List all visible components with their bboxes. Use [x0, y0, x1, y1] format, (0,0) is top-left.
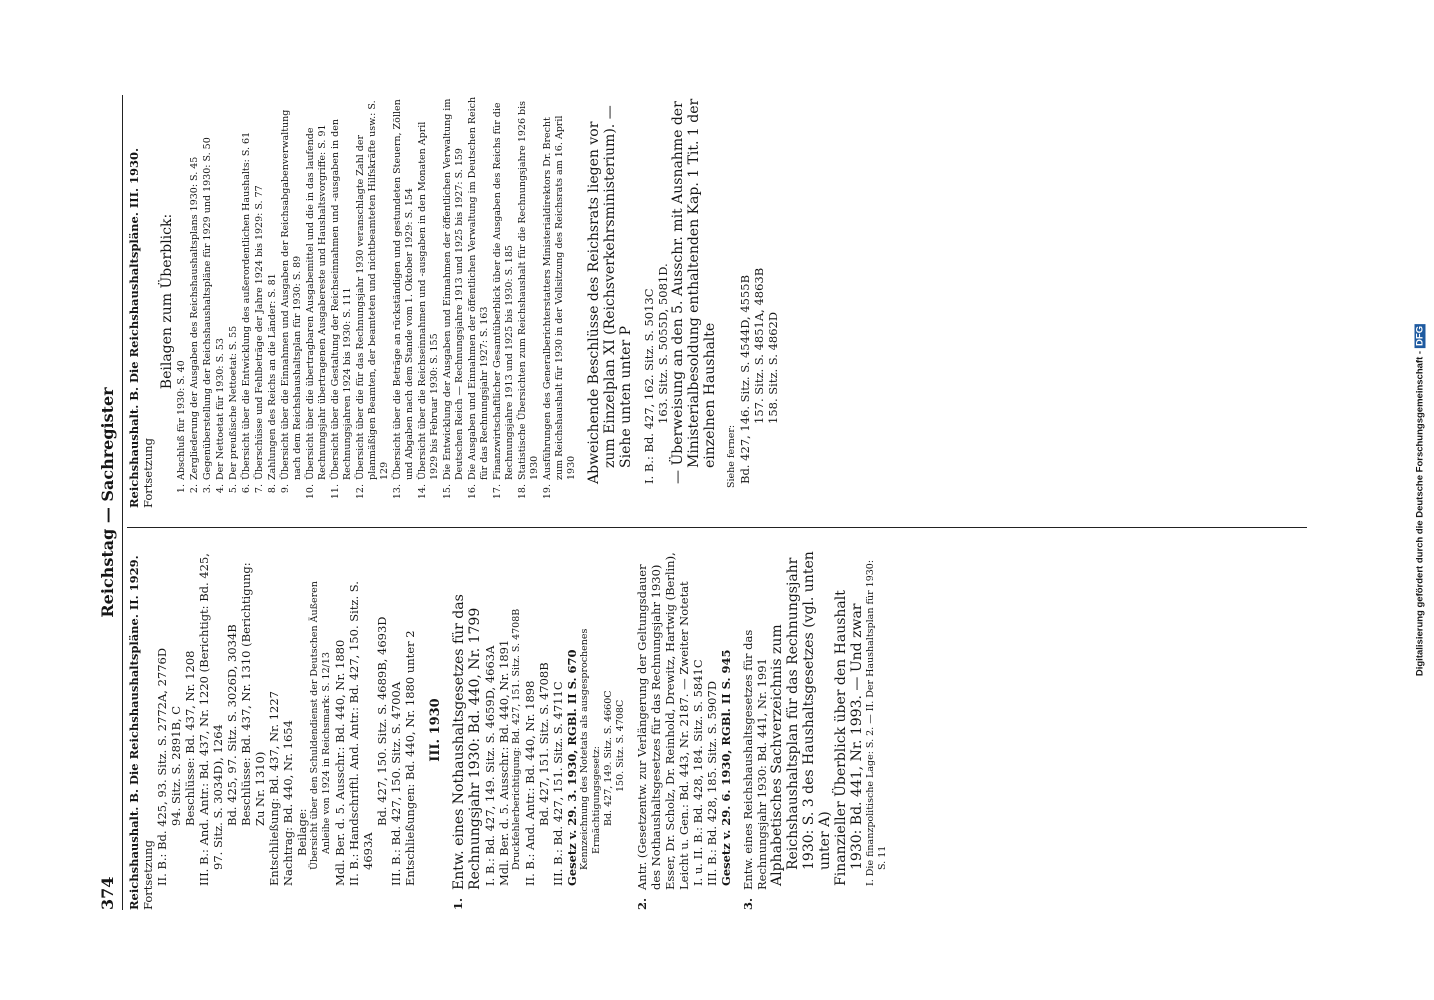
beilage-text: Finanzwirtschaftlicher Gesamtüberblick über die Ausgaben des Reichs für die Rechnungsjahre 1913 und 1925 bis 1930: S. 185	[492, 102, 515, 480]
index-line: Nachtrag: Bd. 440, Nr. 1654	[281, 720, 295, 886]
index-line: Alphabetisches Sachverzeichnis zum Reichshaushaltsplan für das Rechnungsjahr 1930: S. 3 des Haushaltsgesetzes (vgl. unten unter A)	[769, 551, 833, 886]
beilage-number: 7.	[254, 484, 265, 494]
beilage-text: Übersicht über die Einnahmen und Ausgaben der Reichsabgabenverwaltung nach dem Reichshaushaltsplan für 1930: S. 89	[280, 109, 303, 480]
beilage-text: Zergliederung der Ausgaben des Reichshaushaltsplans 1930: S. 45	[189, 156, 200, 480]
beilage-number: 3.	[202, 484, 213, 494]
beilage-item	[517, 95, 541, 508]
index-line: Mdl. Ber. d. 5. Ausschr.: Bd. 440, Nr. 1880	[333, 639, 347, 886]
beilage-item	[267, 95, 279, 508]
section-heading: Reichshaushalt. B. Die Reichshaushaltspläne. III. 1930.	[127, 147, 141, 508]
left-column	[127, 550, 889, 910]
beilage-text: Übersicht über die Entwicklung des außerordentlichen Haushalts: S. 61	[241, 131, 252, 480]
index-line: I. B.: Bd. 427, 149. Sitz. S. 4659D, 4663A	[483, 645, 497, 886]
beilage-number: 10.	[305, 484, 316, 500]
page-number: 374	[98, 876, 117, 910]
index-line: Beschlüsse: Bd. 437, Nr. 1208	[183, 650, 197, 826]
beilage-text: Der Nettoetat für 1930: S. 53	[215, 338, 226, 480]
part-heading: III. 1930	[428, 698, 443, 762]
entry-2	[635, 550, 691, 910]
beilage-number: 14.	[417, 484, 428, 500]
beilage-text: Ausführungen des Generalberichterstatters Ministerialdirektors Dr. Brecht zum Reichshaushalt für 1930 in der Vollsitzung des Reichsrats am 16. April 1930	[542, 115, 577, 480]
index-line: Beilage:	[295, 808, 309, 856]
beilage-number: 2.	[189, 484, 200, 494]
section-heading-continued: Fortsetzung	[141, 438, 155, 508]
index-line: III. B.: Bd. 427, 151. Sitz. S. 4711C	[551, 681, 565, 886]
abweichende-beschluesse: Abweichende Beschlüsse des Reichsrats liegen vor zum Einzelplan XI (Reichsverkehrsministerium). — Siehe unten unter P	[586, 105, 634, 484]
index-line: II. B.: Handschriftl. And. Antr.: Bd. 427, 150. Sitz. S. 4693A	[347, 581, 375, 886]
beilage-number: 18.	[517, 484, 528, 500]
beilage-number: 15.	[442, 484, 453, 500]
index-line: 158. Sitz. S. 4862D	[766, 311, 780, 424]
running-head	[98, 95, 124, 910]
index-line: — Überweisung an den 5. Ausschr. mit Ausnahme der Ministerialbesoldung enthaltenden Kap. 1 Tit. 1 der einzelnen Haushalte	[670, 98, 718, 484]
beilage-text: Die Ausgaben und Einnahmen der öffentlichen Verwaltung im Deutschen Reich für das Rechnungsjahr 1927: S. 163	[467, 96, 490, 480]
beilage-item	[202, 95, 214, 508]
index-line: III. B.: Bd. 427, 150. Sitz. S. 4700A	[389, 681, 403, 886]
index-line: 157. Sitz. S. 4851A, 4863B	[752, 267, 766, 424]
index-note: I. Die finanzpolitische Lage: S. 2. — II. Der Haushaltsplan für 1930: S. 11	[865, 559, 888, 886]
index-line: Bd. 427, 150. Sitz. S. 4689B, 4693D	[375, 616, 389, 826]
index-line: Bd. 425, 97. Sitz. S. 3026D, 3034B	[225, 624, 239, 826]
entry-3	[741, 550, 769, 910]
index-line: I. B.: Bd. 427, 162. Sitz. S. 5013C	[642, 288, 656, 484]
beilagen-title: Beilagen zum Überblick:	[159, 213, 175, 390]
beilage-number: 17.	[492, 484, 503, 500]
entry-number: 2.	[635, 897, 649, 910]
beilage-text: Übersicht über die Beträge an rückständigen und gestundeten Steuern, Zöllen und Abgaben nach dem Stande vom 1. Oktober 1929: S. 154	[392, 99, 415, 480]
beilage-text: Übersicht über die Gestaltung der Reichseinnahmen und -ausgaben in den Rechnungsjahren 1924 bis 1930: S. 111	[330, 119, 353, 480]
beilage-number: 8.	[267, 484, 278, 494]
beilage-text: Zahlungen des Reichs an die Länder: S. 81	[267, 273, 278, 480]
beilage-number: 16.	[467, 484, 478, 500]
index-line: Entschließungen: Bd. 440, Nr. 1880 unter 2	[403, 630, 417, 886]
beilage-text: Der preußische Nettoetat: S. 55	[228, 325, 239, 480]
law-reference: Gesetz v. 29. 3. 1930, RGBl. II S. 670	[565, 649, 579, 886]
page-header: Reichstag — Sachregister	[98, 387, 117, 618]
index-line: Bd. 427, 151. Sitz. S. 4708B	[537, 662, 551, 826]
section-heading: Reichshaushalt. B. Die Reichshaushaltspläne. II. 1929.	[127, 555, 141, 910]
beilage-item	[442, 95, 466, 508]
beilage-item	[189, 95, 201, 508]
column-rule	[127, 527, 1307, 528]
law-reference: Gesetz v. 29. 6. 1930, RGBl. II S. 945	[719, 649, 733, 886]
beilage-number: 5.	[228, 484, 239, 494]
beilage-item	[241, 95, 253, 508]
beilage-number: 19.	[542, 484, 553, 500]
index-note: Übersicht über den Schuldendienst der Deutschen Äußeren Anleihe von 1924 in Reichsmark: S. 12/13	[309, 581, 332, 870]
index-note: Siehe ferner:	[726, 424, 737, 488]
index-line: Bd. 427, 146. Sitz. S. 4544D, 4555B	[738, 274, 752, 484]
entry-number: 1.	[451, 897, 465, 910]
beilage-number: 6.	[241, 484, 252, 494]
funding-stamp-text: Digitalisierung gefördert durch die Deutsche Forschungsgemeinschaft -DFG	[1414, 325, 1426, 677]
beilage-number: 1.	[176, 484, 187, 494]
beilage-item	[330, 95, 354, 508]
beilage-text: Die Entwicklung der Ausgaben und Einnahmen der öffentlichen Verwaltung im Deutschen Reich — Rechnungsjahre 1913 und 1925 bis 1927: S. 159	[442, 98, 465, 480]
funding-stamp	[1414, 20, 1426, 980]
beilage-number: 11.	[330, 484, 341, 500]
index-note: Bd. 427, 149. Sitz. S. 4660C	[603, 690, 614, 826]
beilage-text: Überschüsse und Fehlbeträge der Jahre 1924 bis 1929: S. 77	[254, 185, 265, 480]
index-line: II. B.: Bd. 425, 93. Sitz. S. 2772A, 2776D	[155, 647, 169, 886]
beilage-number: 4.	[215, 484, 226, 494]
index-line: II. B.: And. Antr.: Bd. 440, Nr. 1898	[523, 680, 537, 886]
entry-title: Entw. eines Reichshaushaltsgesetzes für das Rechnungsjahr 1930: Bd. 441, Nr. 1991	[741, 629, 769, 890]
beilage-item	[280, 95, 304, 508]
beilage-item	[492, 95, 516, 508]
index-line: III. B.: And. Antr.: Bd. 437, Nr. 1220 (Berichtigt: Bd. 425, 97. Sitz. S. 3034D), 1264	[197, 553, 225, 886]
beilage-text: Übersicht über die für das Rechnungsjahr 1930 veranschlagte Zahl der planmäßigen Beamten, der beamteten und nichtbeamteten Hilfskräfte usw.: S. 129	[355, 100, 390, 480]
beilage-number: 12.	[355, 484, 366, 500]
dfg-logo: DFG	[1414, 325, 1426, 346]
entry-title: Antr. (Gesetzentw. zur Verlängerung der Geltungsdauer des Nothaushaltsgesetzes für das Rechnungsjahr 1930) Esser, Dr. Scholz, Dr. Reinhold, Drewitz, Hartwig (Berlin), Leicht u. Gen.: Bd. 443, Nr. 2187. — Zweiter Notetat	[635, 552, 691, 890]
index-line: 163. Sitz. S. 5055D, 5081D.	[656, 263, 670, 424]
beilage-item	[254, 95, 266, 508]
index-note: 150. Sitz. S. 4708C	[615, 699, 626, 792]
section-heading-continued: Fortsetzung	[141, 840, 155, 910]
header-rule	[122, 95, 123, 910]
beilage-item	[417, 95, 441, 508]
beilage-text: Übersicht über die Reichseinnahmen und -ausgaben in den Monaten April 1929 bis Februar 1930: S. 155	[417, 121, 440, 480]
index-note: Kennzeichnung des Notetats als ausgesprochenes Ermächtigungsgesetz:	[579, 628, 602, 870]
beilage-text: Übersicht über die übertragbaren Ausgabemittel und die in das laufende Rechnungsjahr übertragenen Ausgabereste und Haushaltsvorgriffe: S. 91	[305, 124, 328, 480]
index-line: Finanzieller Überblick über den Haushalt 1930: Bd. 441, Nr. 1993. — Und zwar	[833, 590, 865, 886]
index-line: I. u. II. B.: Bd. 428, 184. Sitz. S. 5841C	[691, 659, 705, 886]
beilage-number: 9.	[280, 484, 291, 494]
beilage-item	[542, 95, 578, 508]
index-line: Entschließung: Bd. 437, Nr. 1227	[267, 691, 281, 886]
beilage-item	[215, 95, 227, 508]
beilage-number: 13.	[392, 484, 403, 500]
beilagen-list	[176, 95, 578, 508]
beilage-text: Statistische Übersichten zum Reichshaushalt für die Rechnungsjahre 1926 bis 1930	[517, 100, 540, 480]
beilage-item	[228, 95, 240, 508]
beilage-text: Gegenüberstellung der Reichshaushaltspläne für 1929 und 1930: S. 50	[202, 137, 213, 480]
index-note: Druckfehlerberichtigung: Bd. 427, 151. Sitz. S. 4708B	[511, 608, 522, 870]
beilage-item	[467, 95, 491, 508]
beilage-text: Abschluß für 1930: S. 40	[176, 360, 187, 480]
beilage-item	[355, 95, 391, 508]
entry-title: Entw. eines Nothaushaltsgesetzes für das Rechnungsjahr 1930: Bd. 440, Nr. 1799	[451, 594, 483, 890]
index-line: Mdl. Ber. d. 5. Ausschr.: Bd. 440, Nr. 1891	[497, 639, 511, 886]
beilage-item	[176, 95, 188, 508]
beilage-item	[392, 95, 416, 508]
index-line: 94. Sitz. S. 2891B, C	[169, 705, 183, 826]
right-column	[127, 95, 780, 508]
entry-number: 3.	[741, 897, 755, 910]
entry-1	[451, 550, 483, 910]
index-line: III. B.: Bd. 428, 185. Sitz. S. 5907D	[705, 680, 719, 886]
index-line: Beschlüsse: Bd. 437, Nr. 1310 (Berichtigung: Zu Nr. 1310)	[239, 562, 267, 826]
beilage-item	[305, 95, 329, 508]
